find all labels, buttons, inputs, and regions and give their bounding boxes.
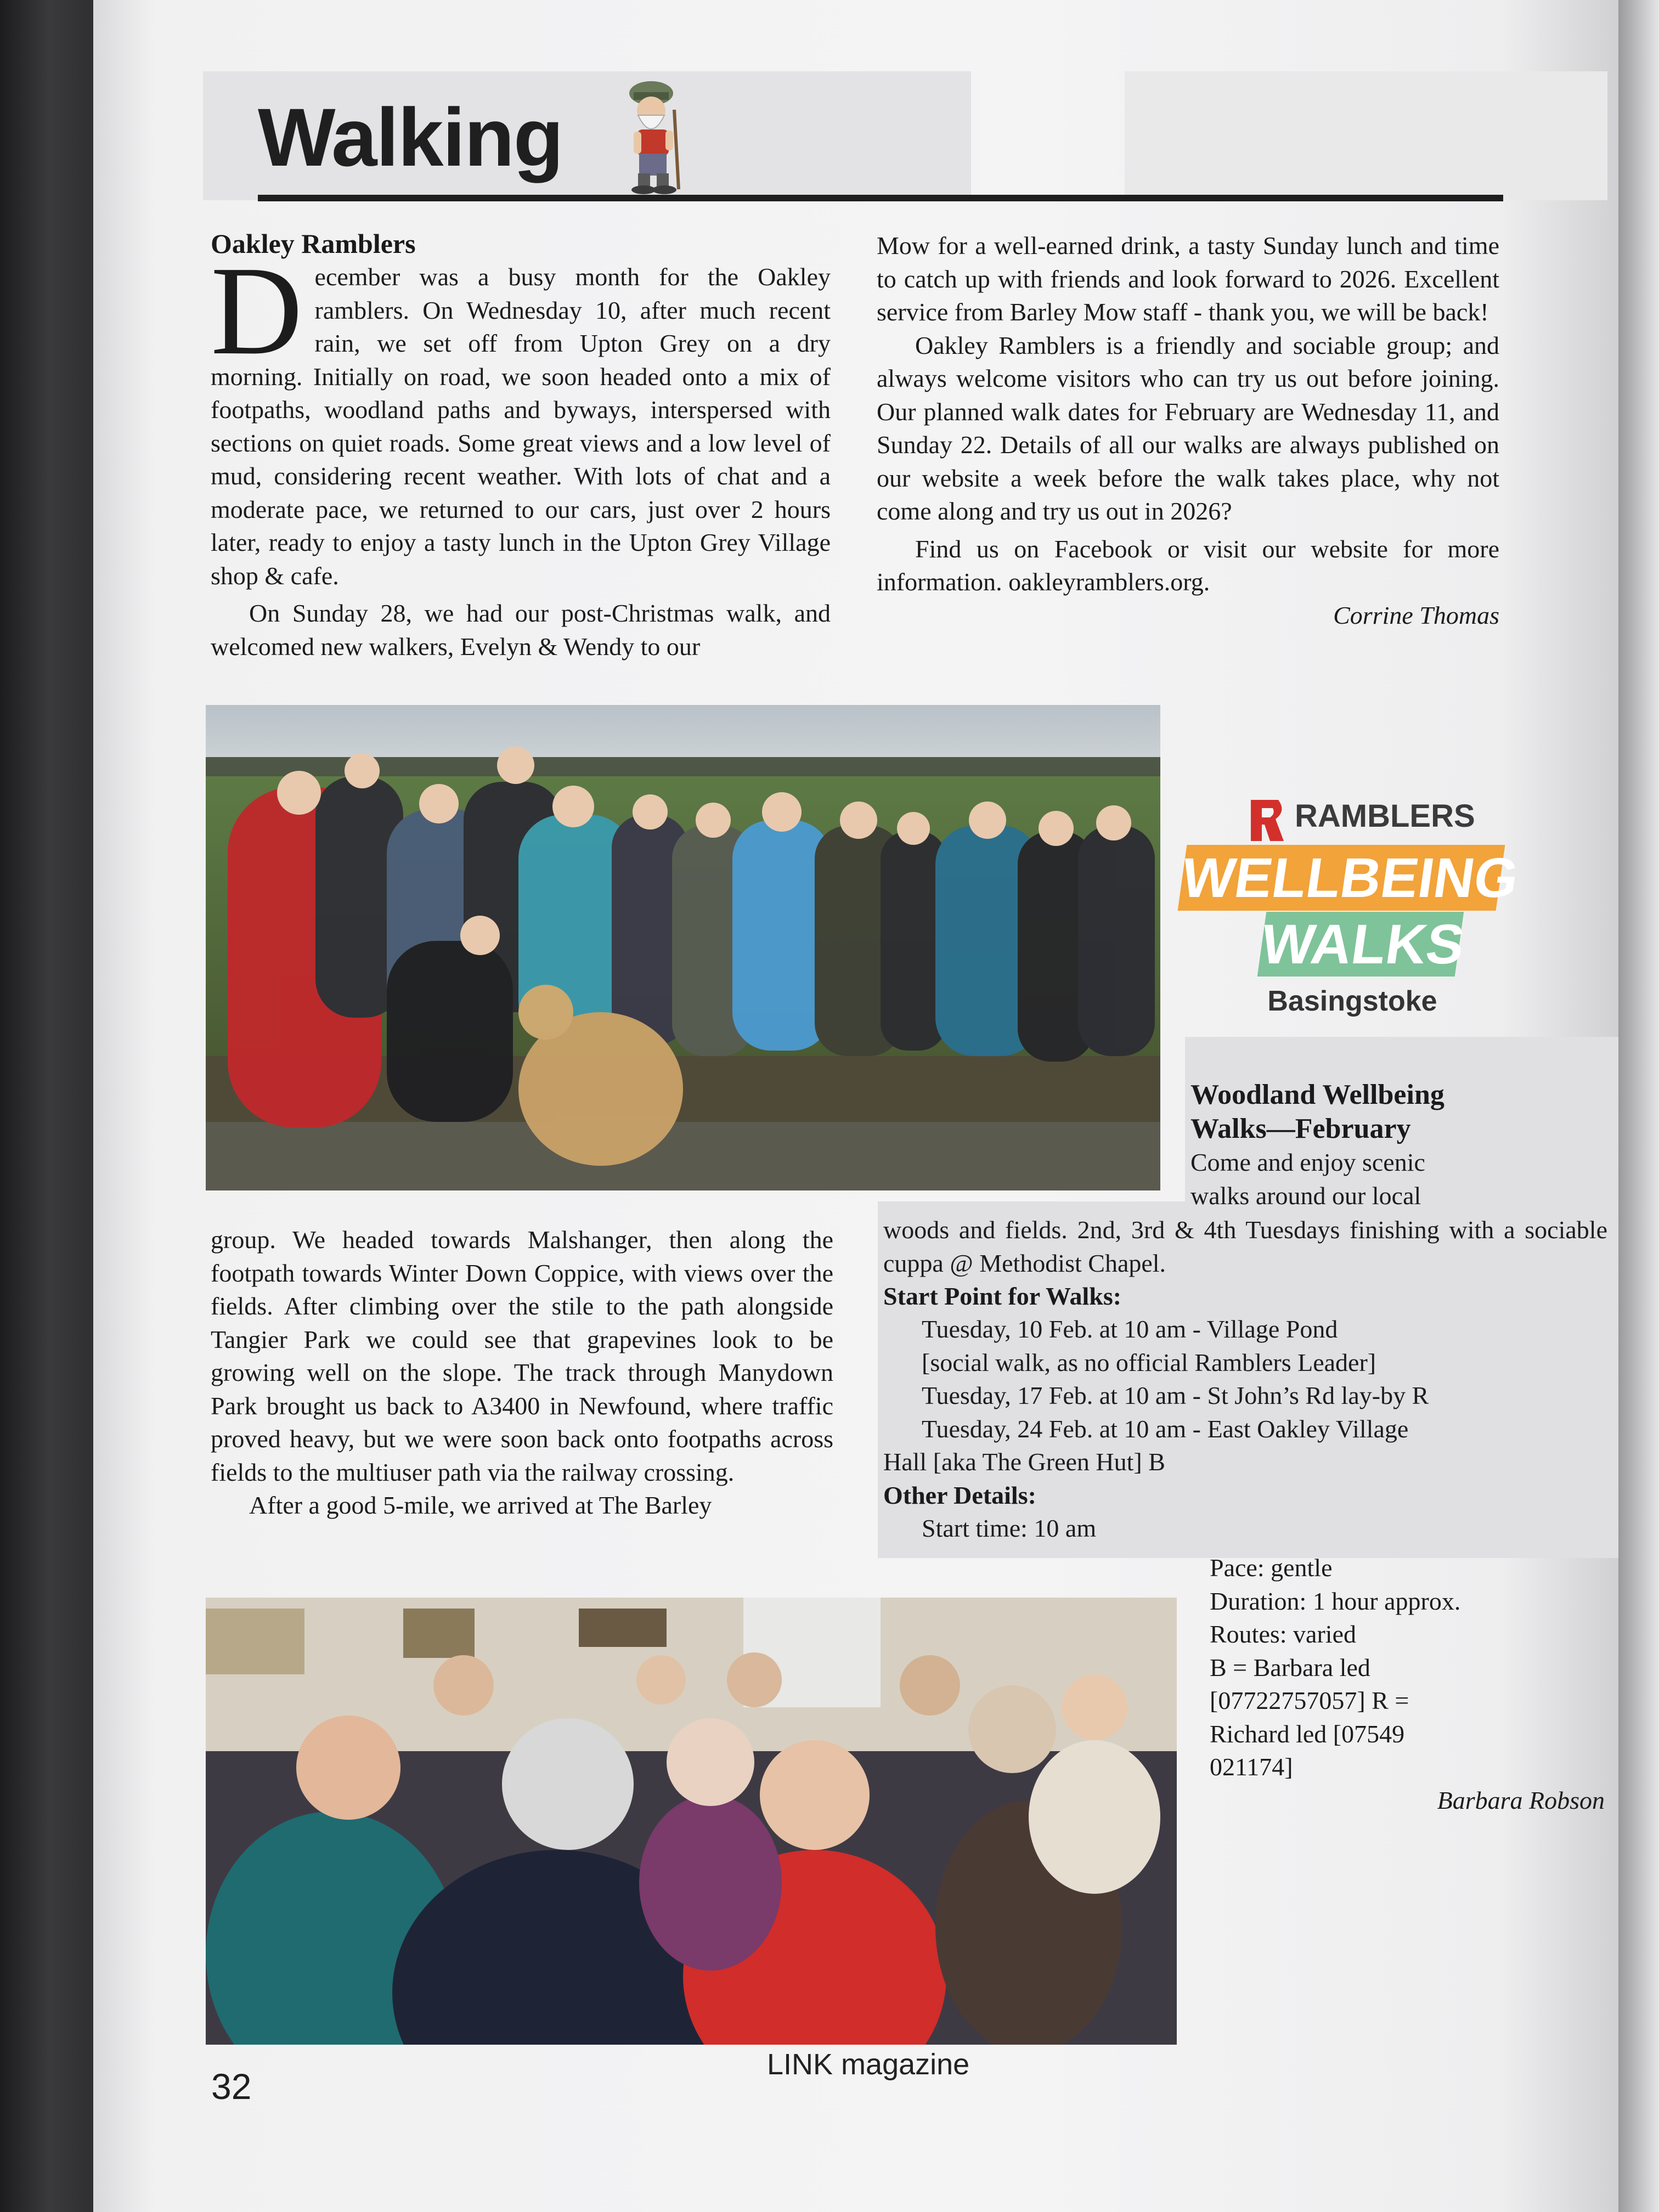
duration: Duration: 1 hour approx. (1210, 1587, 1461, 1615)
start-time: Start time: 10 am (922, 1514, 1097, 1542)
walk-item-2: Tuesday, 17 Feb. at 10 am - St John’s Rd lay-by R (922, 1381, 1429, 1409)
walk-item-3: Tuesday, 24 Feb. at 10 am - East Oakley Village (922, 1414, 1409, 1443)
wellbeing-details (883, 1214, 1607, 1545)
other-details-heading: Other Details: (883, 1481, 1036, 1509)
article-paragraph-5: group. We headed towards Malshanger, then along the footpath towards Winter Down Coppice, with views over the fields. After climbing over the stile to the path alongside Tangier Park we could see that grapevines look to be growing well on the slope. The track through Manydown Park brought us back to A3400 in Newfound, where traffic proved heavy, but we were soon back onto footpaths across fields to the multiuser path via the railway crossing. (211, 1226, 833, 1486)
wellbeing-heading-block (1190, 1078, 1607, 1212)
logo-line-1: WELLBEING (1178, 845, 1505, 911)
wellbeing-signature: Barbara Robson (1437, 1786, 1605, 1814)
page-title: Walking (258, 91, 563, 183)
leader-r-phone: 021174] (1210, 1753, 1293, 1781)
logo-location: Basingstoke (1267, 985, 1437, 1017)
wellbeing-intro-c: woods and fields. 2nd, 3rd & 4th Tuesdays finishing with a sociable cuppa @ Methodist Chapel. (883, 1216, 1607, 1277)
wellbeing-extra-details (1210, 1551, 1605, 1817)
background-surface-right (1618, 0, 1659, 2212)
header-rule (258, 195, 1503, 201)
walker-mascot-icon (617, 77, 689, 195)
article-paragraph-2: On Sunday 28, we had our post-Christmas walk, and welcomed new walkers, Evelyn & Wendy to our (211, 599, 831, 661)
logo-line-2: WALKS (1257, 913, 1469, 975)
article-oakley-col1-bottom (211, 1223, 833, 1522)
header-backdrop-right (1125, 71, 1607, 200)
ramblers-r-icon (1245, 794, 1289, 844)
article-paragraph-1: December was a busy month for the Oakley ramblers. On Wednesday 10, after much recent rain, we set off from Upton Grey on a dry morning. Initially on road, we soon headed onto a mix of footpaths, woodland paths and byways, interspersed with sections on quiet roads. Some great views and a low level of mud, considering recent weather. With lots of chat and a moderate pace, we returned to our cars, just over 2 hours later, ready to enjoy a tasty lunch in the Upton Grey Village shop & cafe. (211, 240, 831, 590)
walk-item-3-continued: Hall [aka The Green Hut] B (883, 1448, 1165, 1476)
pub-lunch-photo (206, 1598, 1177, 2045)
article-heading: Oakley Ramblers (211, 228, 416, 259)
ramblers-wellbeing-logo (1177, 790, 1522, 1020)
magazine-page (93, 0, 1624, 2212)
article-paragraph-2-continued: Mow for a well-earned drink, a tasty Sunday lunch and time to catch up with friends and look forward to 2026. Excellent service from Barley Mow staff - thank you, we will be back! (877, 232, 1499, 326)
article-oakley-col1 (211, 227, 831, 663)
article-paragraph-4: Find us on Facebook or visit our website for more information. oakleyramblers.org. (877, 534, 1499, 596)
walk-item-1: Tuesday, 10 Feb. at 10 am - Village Pond (922, 1315, 1338, 1343)
leader-r: Richard led [07549 (1210, 1719, 1405, 1748)
article-paragraph-3: Oakley Ramblers is a friendly and sociable group; and always welcome visitors who can try us out before joining. Our planned walk dates for February are Wednesday 11, and Sunday 22. Details of all our walks are always published on our website a week before the walk takes place, why not come along and try us out in 2026? (877, 331, 1499, 525)
article-paragraph-6: After a good 5-mile, we arrived at The Barley (249, 1491, 712, 1519)
magazine-name: LINK magazine (767, 2048, 970, 2081)
wellbeing-intro-a: Come and enjoy scenic (1190, 1148, 1425, 1176)
walk-item-1-note: [social walk, as no official Ramblers Leader] (922, 1348, 1376, 1376)
article-signature: Corrine Thomas (1333, 601, 1499, 629)
group-walk-photo (206, 705, 1160, 1190)
wellbeing-intro-b: walks around our local (1190, 1181, 1421, 1210)
start-point-heading: Start Point for Walks: (883, 1282, 1122, 1310)
wellbeing-heading-line-1: Woodland Wellbeing (1190, 1079, 1444, 1110)
routes: Routes: varied (1210, 1620, 1356, 1648)
article-oakley-col2 (877, 229, 1499, 632)
page-number: 32 (211, 2066, 252, 2107)
leader-b-phone: [07722757057] R = (1210, 1686, 1409, 1714)
logo-brand: RAMBLERS (1295, 798, 1475, 834)
pace: Pace: gentle (1210, 1554, 1333, 1582)
drop-cap: D (211, 240, 303, 381)
leader-b: B = Barbara led (1210, 1653, 1370, 1681)
wellbeing-heading-line-2: Walks—February (1190, 1113, 1411, 1144)
